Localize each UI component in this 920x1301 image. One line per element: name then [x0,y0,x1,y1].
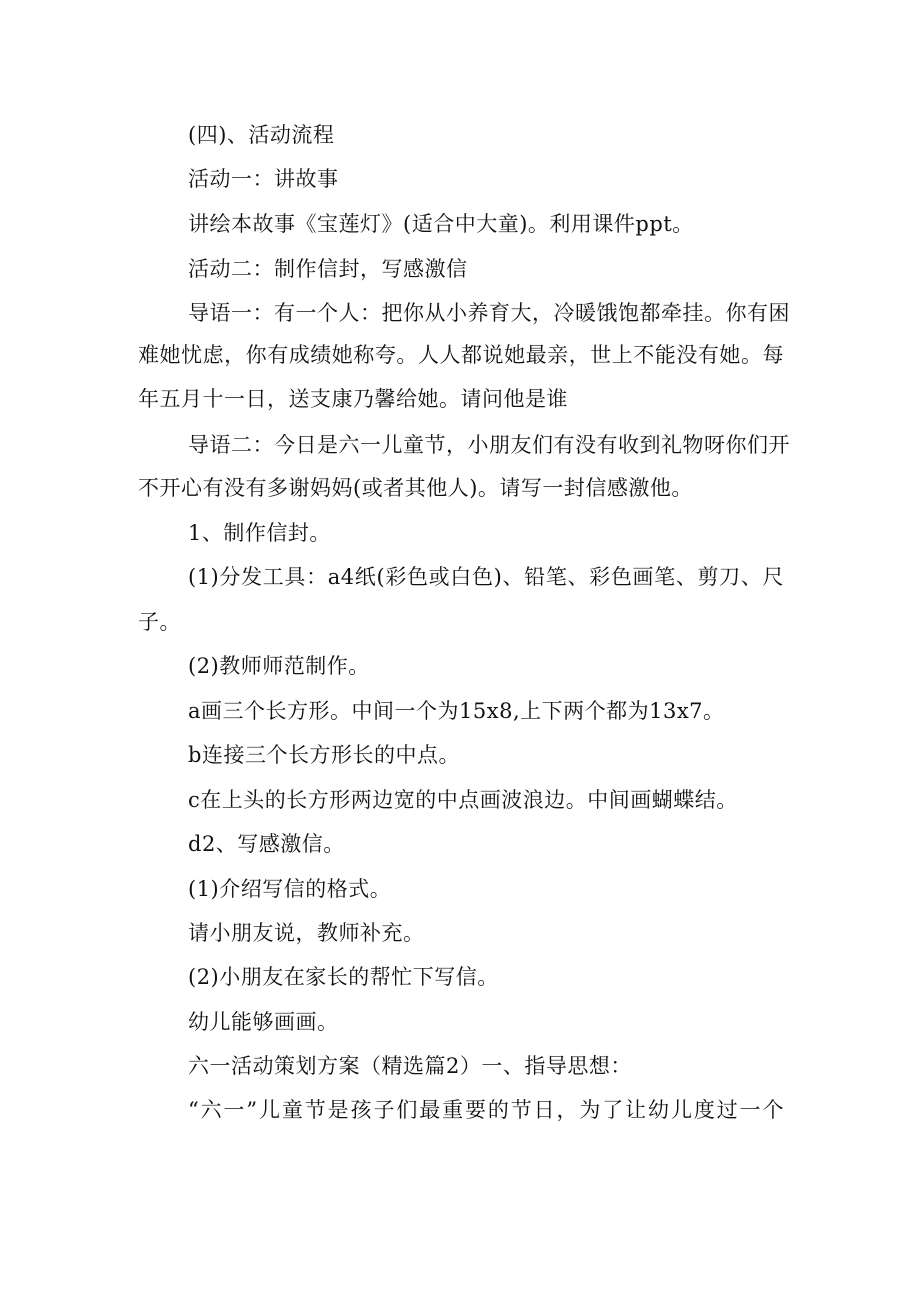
section-heading-activity-flow: (四)、活动流程 [188,123,335,147]
section-heading: 六一活动策划方案（精选篇2）一、指导思想： [188,1054,632,1078]
paragraph-line: c在上头的长方形两边宽的中点画波浪边。中间画蝴蝶结。 [188,788,738,812]
paragraph-line: 导语一：有一个人：把你从小养育大，冷暖饿饱都牵挂。你有困 [188,301,790,325]
paragraph-line: 导语二：今日是六一儿童节，小朋友们有没有收到礼物呀你们开 [188,433,790,457]
activity-one-title: 活动一：讲故事 [188,167,339,191]
paragraph-line: (1)分发工具：a4纸(彩色或白色)、铅笔、彩色画笔、剪刀、尺 [188,565,784,589]
paragraph-line: 幼儿能够画画。 [188,1010,339,1034]
paragraph-line: 请小朋友说，教师补充。 [188,921,425,945]
paragraph-line: a画三个长方形。中间一个为15x8,上下两个都为13x7。 [188,699,725,723]
paragraph-line: 不开心有没有多谢妈妈(或者其他人)。请写一封信感激他。 [138,476,693,500]
paragraph-line: 难她忧虑，你有成绩她称夸。人人都说她最亲，世上不能没有她。每 [138,343,784,367]
paragraph-line: 子。 [138,610,181,634]
paragraph-line: “六一”儿童节是孩子们最重要的节日，为了让幼儿度过一个 [188,1098,784,1122]
step-title: 1、制作信封。 [188,521,331,545]
paragraph-line: (2)教师师范制作。 [188,654,370,678]
activity-two-title: 活动二：制作信封，写感激信 [188,257,468,281]
step-title: d2、写感激信。 [188,832,345,856]
paragraph-line: 年五月十一日，送支康乃馨给她。请问他是谁 [138,387,568,411]
paragraph-line: b连接三个长方形长的中点。 [188,743,460,767]
paragraph-line: (2)小朋友在家长的帮忙下写信。 [188,965,499,989]
paragraph-line: 讲绘本故事《宝莲灯》(适合中大童)。利用课件ppt。 [188,212,694,236]
paragraph-line: (1)介绍写信的格式。 [188,877,392,901]
